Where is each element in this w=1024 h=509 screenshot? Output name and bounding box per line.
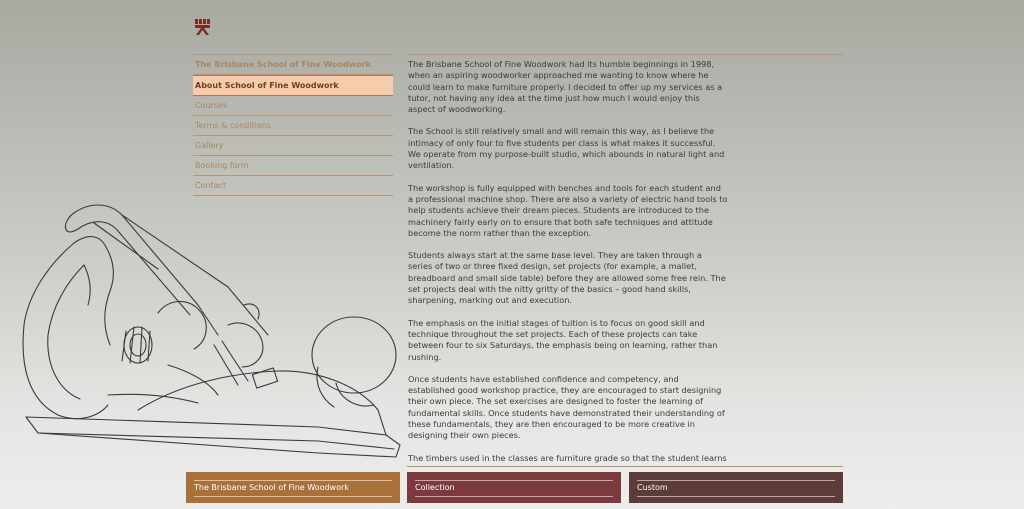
- nav-item-booking[interactable]: Booking form: [193, 156, 393, 176]
- nav-item-terms[interactable]: Terms & conditions: [193, 116, 393, 136]
- footer-line: [415, 480, 613, 481]
- main-nav: [193, 54, 393, 196]
- content-bottom-divider: [407, 466, 843, 467]
- about-content: [408, 59, 728, 464]
- footer-custom-button[interactable]: [629, 472, 843, 503]
- footer-custom-label: Custom: [637, 483, 668, 492]
- nav-item-courses[interactable]: Courses: [193, 96, 393, 116]
- footer-collection-label: Collection: [415, 483, 455, 492]
- nav-item-home[interactable]: The Brisbane School of Fine Woodwork: [193, 55, 393, 75]
- content-paragraph: The timbers used in the classes are furniture grade so that the student learns: [408, 452, 727, 463]
- footer-line: [194, 496, 392, 497]
- footer-collection-button[interactable]: [407, 472, 621, 503]
- content-top-divider: [407, 54, 843, 55]
- content-paragraph: The School is still relatively small and will remain this way, as I believe the intimacy of only four to five students per class is what makes it successful. We operate from my purpose-built studio, which abounds in natural light and ventilation.: [408, 126, 725, 171]
- footer-school-label: The Brisbane School of Fine Woodwork: [194, 483, 349, 492]
- nav-item-about[interactable]: About School of Fine Woodwork: [193, 75, 393, 96]
- nav-item-gallery[interactable]: Gallery: [193, 136, 393, 156]
- footer-line: [637, 480, 835, 481]
- footer-line: [194, 480, 392, 481]
- footer-school-button[interactable]: [186, 472, 400, 503]
- school-logo-icon[interactable]: [193, 18, 213, 36]
- content-paragraph: The workshop is fully equipped with benches and tools for each student and a professional machine shop. There are also a variety of electric hand tools to help students achieve their dream pieces. Students are introduced to the machinery fairly early on to ensure that both safe techniques and attitude become the norm rather than the exception.: [408, 182, 728, 238]
- content-paragraph: Once students have established confidence and competency, and established good workshop practice, they are encouraged to start designing their own piece. The set exercises are designed to foster the learning of fundamental skills. Once students have demonstrated their understanding of these fundamentals, they are then encouraged to be more creative in designing their own pieces.: [408, 373, 725, 441]
- nav-item-contact[interactable]: Contact: [193, 176, 393, 196]
- content-paragraph: The emphasis on the initial stages of tuition is to focus on good skill and technique throughout the set projects. Each of these projects can take between four to six Saturdays, the emphasis being on learning, rather than rushing.: [408, 317, 718, 362]
- footer-line: [637, 496, 835, 497]
- footer-line: [415, 496, 613, 497]
- content-paragraph: The Brisbane School of Fine Woodwork had its humble beginnings in 1998, when an aspiring woodworker approached me wanting to know where he could learn to make furniture properly. I decided to offer up my services as a tutor, not having any idea at the time just how much I would enjoy this aspect of woodworking.: [408, 59, 723, 115]
- hand-plane-sketch-icon: [18, 195, 408, 465]
- content-paragraph: Students always start at the same base level. They are taken through a series of two or three fixed design, set projects (for example, a mallet, breadboard and small side table) before they are allowed some free rein. The set projects deal with the nitty gritty of the basics – good hand skills, sharpening, marking out and execution.: [408, 250, 726, 306]
